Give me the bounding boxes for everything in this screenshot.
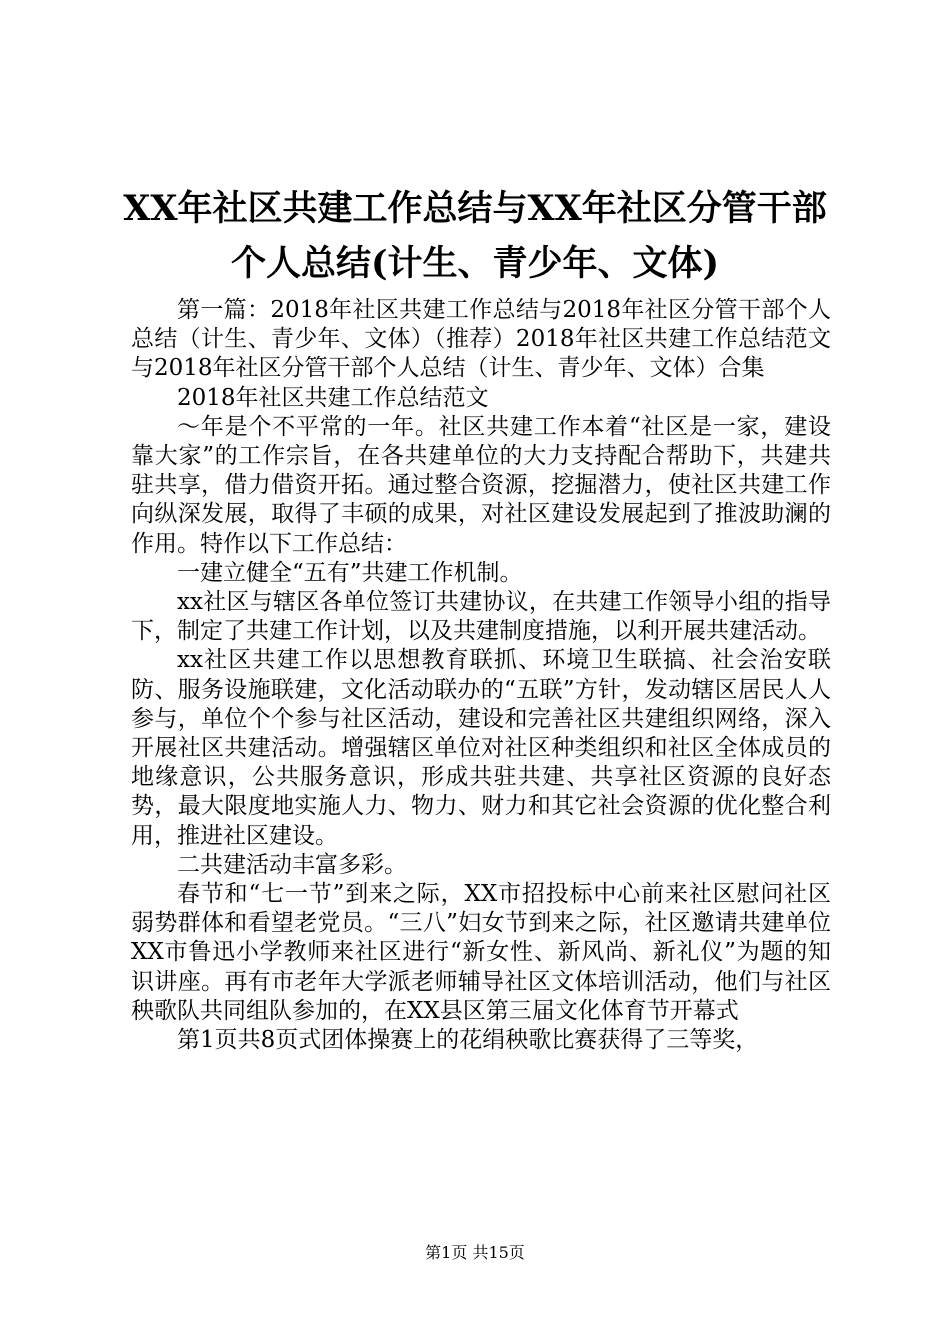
paragraph: 第1页共8页式团体操赛上的花绢秧歌比赛获得了三等奖， — [177, 1027, 759, 1054]
paragraph: xx社区与辖区各单位签订共建协议，在共建工作领导小组的指导下，制定了共建工作计划，以及共建制度措施，以利开展共建活动。 — [131, 589, 831, 645]
document-body — [131, 296, 831, 1055]
paragraph: xx社区共建工作以思想教育联抓、环境卫生联搞、社会治安联防、服务设施联建，文化活动联办的“五联”方针，发动辖区居民人人参与，单位个个参与社区活动，建设和完善社区共建组织网络，深入开展社区共建活动。增强辖区单位对社区种类组织和社区全体成员的地缘意识，公共服务意识，形成共驻共建、共享社区资源的良好态势，最大限度地实施人力、物力、财力和其它社会资源的优化整合利用，推进社区建设。 — [131, 647, 831, 849]
paragraph: 2018年社区共建工作总结范文 — [177, 384, 489, 411]
paragraph: 春节和“七一节”到来之际，XX市招投标中心前来社区慰问社区弱势群体和看望老党员。“三八”妇女节到来之际，社区邀请共建单位XX市鲁迅小学教师来社区进行“新女性、新风尚、新礼仪”为题的知识讲座。再有市老年大学派老师辅导社区文体培训活动，他们与社区秧歌队共同组队参加的，在XX县区第三届文化体育节开幕式 — [131, 881, 831, 1024]
page-number-footer: 第1页 共15页 — [425, 1243, 525, 1262]
paragraph: 第一篇：2018年社区共建工作总结与2018年社区分管干部个人总结（计生、青少年、文体）（推荐）2018年社区共建工作总结范文与2018年社区分管干部个人总结（计生、青少年、文体）合集 — [131, 297, 831, 382]
paragraph: 二共建活动丰富多彩。 — [177, 851, 407, 878]
paragraph: ～年是个不平常的一年。社区共建工作本着“社区是一家，建设靠大家”的工作宗旨，在各共建单位的大力支持配合帮助下，共建共驻共享，借力借资开拓。通过整合资源，挖掘潜力，使社区共建工作向纵深发展，取得了丰硕的成果，对社区建设发展起到了推波助澜的作用。特作以下工作总结： — [131, 413, 831, 557]
paragraph: 一建立健全“五有”共建工作机制。 — [177, 559, 523, 586]
document-title-line-1: XX年社区共建工作总结与XX年社区分管干部 — [123, 188, 827, 229]
document-title-line-2: 个人总结(计生、青少年、文体) — [230, 243, 720, 284]
